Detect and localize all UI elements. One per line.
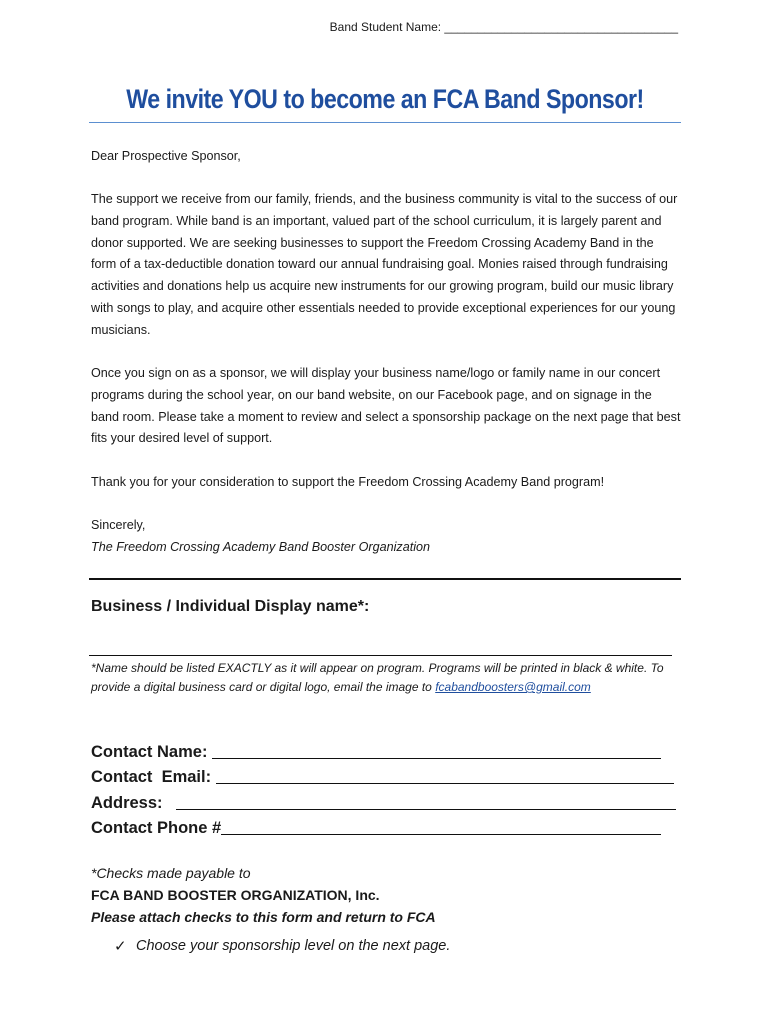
- contact-name-label: Contact Name:: [91, 742, 213, 761]
- checkmark-icon: ✓: [114, 938, 127, 955]
- note-text: *Name should be listed EXACTLY as it will appear on program. Programs will be printed in black & white. To provide a digital business card or digital logo, email the image to: [91, 661, 664, 694]
- signature: The Freedom Crossing Academy Band Booster Organization: [91, 539, 431, 554]
- closing-text: Sincerely,: [91, 518, 146, 532]
- display-name-note: [91, 659, 681, 697]
- display-name-input-line[interactable]: [89, 655, 672, 656]
- contact-email-row: [91, 762, 691, 788]
- contact-name-row: [91, 736, 691, 762]
- address-field[interactable]: [176, 795, 676, 810]
- letter-paragraph-3: Thank you for your consideration to support the Freedom Crossing Academy Band program!: [91, 475, 605, 489]
- next-page-text: Choose your sponsorship level on the next page.: [136, 938, 451, 954]
- check-instructions: [91, 862, 691, 928]
- page-title: We invite YOU to become an FCA Band Sponsor!: [126, 84, 644, 114]
- band-student-name-field[interactable]: Band Student Name: ___________________________________: [329, 20, 678, 34]
- next-page-reminder: [114, 937, 450, 955]
- contact-phone-row: [91, 813, 691, 839]
- contact-phone-label: Contact Phone #: [91, 819, 222, 837]
- return-instructions: Please attach checks to this form and return to FCA: [91, 909, 436, 925]
- letter-paragraph-2: Once you sign on as a sponsor, we will display your business name/logo or family name in our concert programs during the school year, on our band website, on our Facebook page, and on signage in the band room. Please take a moment to review and select a sponsorship package on the next page that best fits your desired level of support.: [91, 366, 681, 446]
- contact-name-field[interactable]: [212, 744, 661, 759]
- checks-payable-line: *Checks made payable to: [91, 865, 251, 881]
- letter-closing: [91, 515, 681, 559]
- email-link[interactable]: fcabandboosters@gmail.com: [435, 680, 591, 694]
- payee-name: FCA BAND BOOSTER ORGANIZATION, Inc.: [91, 887, 380, 903]
- title-divider: [89, 122, 681, 123]
- contact-email-field[interactable]: [216, 769, 674, 784]
- salutation: Dear Prospective Sponsor,: [91, 149, 241, 163]
- section-divider: [89, 578, 681, 580]
- letter-paragraph-1: The support we receive from our family, friends, and the business community is vital to the success of our band program. While band is an important, valued part of the school curriculum, it is largely parent and donor supported. We are seeking businesses to support the Freedom Crossing Academy Band in the form of a tax-deductible donation toward our annual fundraising goal. Monies raised through fundraising activities and donations help us acquire new instruments for our growing program, build our music library with songs to play, and acquire other essentials needed to provide exceptional experiences for our young musicians.: [91, 192, 678, 337]
- contact-phone-field[interactable]: [221, 820, 661, 835]
- display-name-label: Business / Individual Display name*:: [91, 598, 370, 615]
- address-row: [91, 787, 691, 813]
- contact-info-block: [91, 736, 691, 838]
- contact-email-label: Contact Email:: [91, 768, 216, 786]
- address-label: Address:: [91, 793, 177, 812]
